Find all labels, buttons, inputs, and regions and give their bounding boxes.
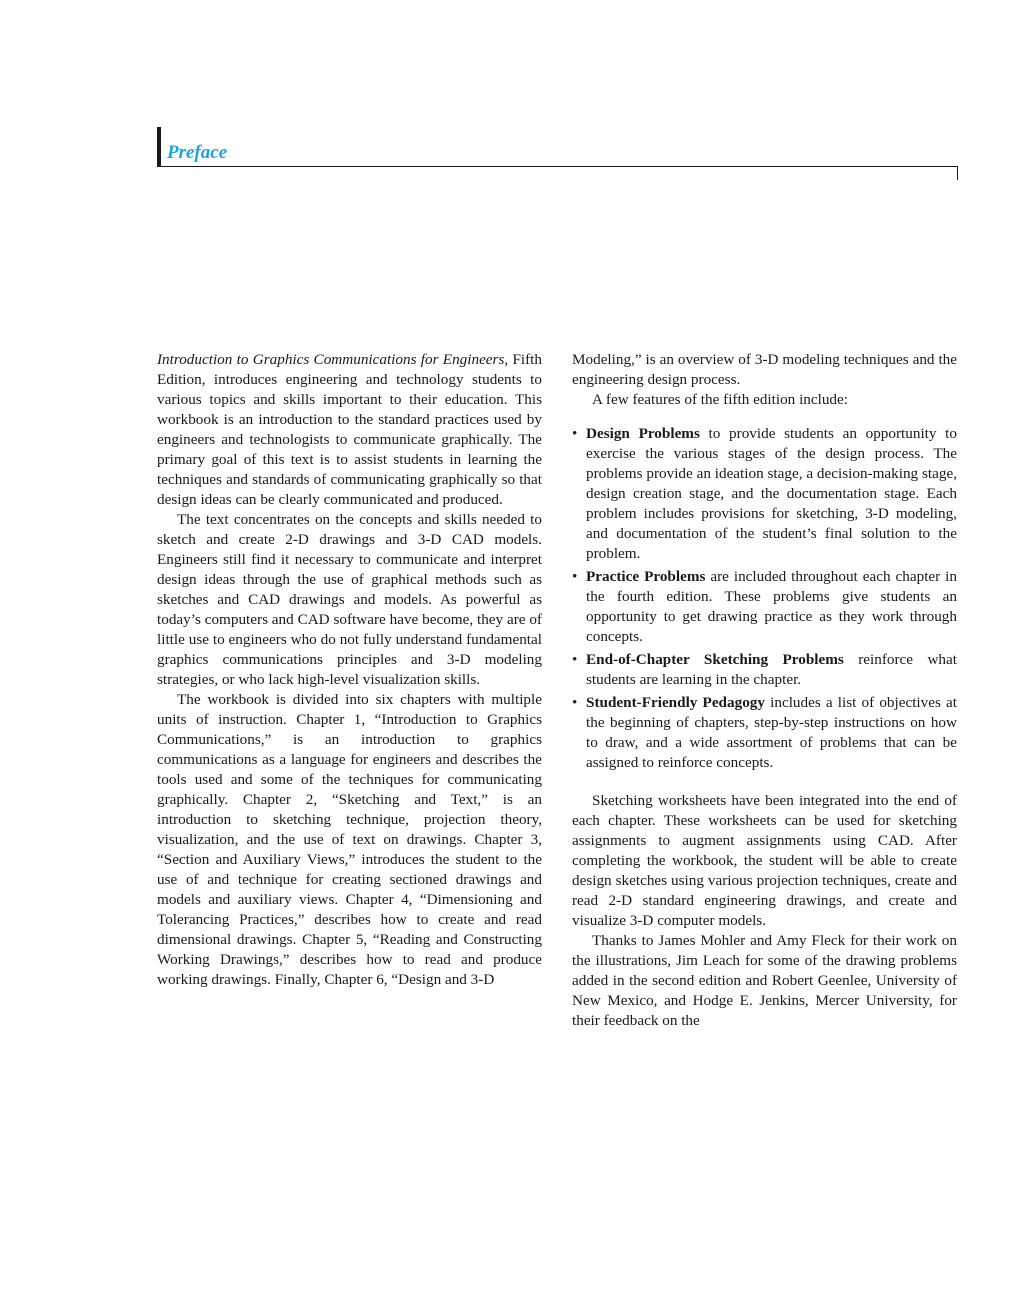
right-column xyxy=(572,350,957,1031)
bullet-icon: • xyxy=(572,425,578,442)
list-item xyxy=(572,693,957,773)
header-rule-tick xyxy=(957,166,958,180)
list-item-text: are included throughout each chapter in the fourth edition. These problems give students an opportunity to get drawing practice as they work through concepts. xyxy=(586,568,957,645)
page-title: Preface xyxy=(167,142,228,163)
bullet-icon: • xyxy=(572,694,578,711)
list-item xyxy=(572,424,957,564)
bullet-icon: • xyxy=(572,651,578,668)
book-title: Introduction to Graphics Communications for Engineers, xyxy=(157,351,509,368)
paragraph-6: Sketching worksheets have been integrated into the end of each chapter. These worksheets can be used for sketching assignments to augment assignments using CAD. After completing the workbook, the student will be able to create design sketches using various projection techniques, create and read 2-D standard engineering drawings, and create and visualize 3-D computer models. xyxy=(572,792,957,929)
paragraph-3: The workbook is divided into six chapters with multiple units of instruction. Chapter 1, “Introduction to Graphics Communications,” is an introduction to graphics communications as a language for engineers and describes the tools used and some of the techniques for communicating graphically. Chapter 2, “Sketching and Text,” is an introduction to sketching technique, projection theory, visualization, and the use of text on drawings. Chapter 3, “Section and Auxiliary Views,” introduces the student to the use of and technique for creating sectioned drawings and models and auxiliary views. Chapter 4, “Dimensioning and Tolerancing Practices,” describes how to create and read dimensional drawings. Chapter 5, “Reading and Constructing Working Drawings,” describes how to read and produce working drawings. Finally, Chapter 6, “Design and 3-D xyxy=(157,691,542,988)
list-item xyxy=(572,650,957,690)
list-item-title: Student-Friendly Pedagogy xyxy=(586,694,765,711)
paragraph-5: A few features of the fifth edition include: xyxy=(592,391,848,408)
paragraph-7: Thanks to James Mohler and Amy Fleck for their work on the illustrations, Jim Leach for some of the drawing problems added in the second edition and Robert Geenlee, University of New Mexico, and Hodge E. Jenkins, Mercer University, for their feedback on the xyxy=(572,932,957,1029)
header-bar xyxy=(157,127,161,167)
header-rule xyxy=(157,166,958,167)
bullet-icon: • xyxy=(572,568,578,585)
list-item-title: End-of-Chapter Sketching Problems xyxy=(586,651,844,668)
list-item-title: Design Problems xyxy=(586,425,700,442)
left-column xyxy=(157,350,542,990)
paragraph-1-text: Fifth Edition, introduces engineering and technology students to various topics and skills important to their education. This workbook is an introduction to the standard practices used by engineers and technologists to communicate graphically. The primary goal of this text is to assist students in learning the techniques and standards of communicating graphically so that design ideas can be clearly communicated and produced. xyxy=(157,351,542,508)
list-item-text: to provide students an opportunity to exercise the various stages of the design process. The problems provide an ideation stage, a decision-making stage, design creation stage, and the documentation stage. Each problem includes provisions for sketching, 3-D modeling, and documentation of the student’s final solution to the problem. xyxy=(586,425,957,562)
list-item-title: Practice Problems xyxy=(586,568,706,585)
list-item xyxy=(572,567,957,647)
paragraph-2: The text concentrates on the concepts and skills needed to sketch and create 2-D drawings and 3-D CAD models. Engineers still find it necessary to communicate and interpret design ideas through the use of graphical methods such as sketches and CAD drawings and models. As powerful as today’s computers and CAD software have become, they are of little use to engineers who do not fully understand fundamental graphics communications principles and 3-D modeling strategies, or who lack high-level visualization skills. xyxy=(157,511,542,688)
list-item-text: reinforce what students are learning in the chapter. xyxy=(586,651,957,688)
paragraph-1 xyxy=(157,350,542,510)
feature-list xyxy=(572,424,957,773)
list-item-text: includes a list of objectives at the beginning of chapters, step-by-step instructions on how to draw, and a wide assortment of problems that can be assigned to reinforce concepts. xyxy=(586,694,958,771)
paragraph-4: Modeling,” is an overview of 3-D modeling techniques and the engineering design process. xyxy=(572,351,957,388)
